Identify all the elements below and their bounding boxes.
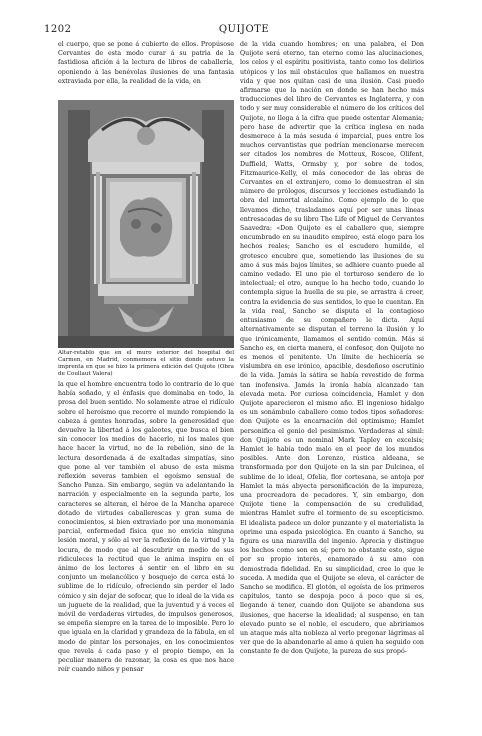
paragraph: el cuerpo, que se pone á cubierto de ellos. Propúsose Cervantes de esta modo curar á su patria de la fastidiosa afición á la lectura de libros de caballería, oponiendo á las benévolas ilusiones de una fantasía extraviada por ella, la realidad de la vida, en <box>58 41 234 85</box>
running-title: QUIJOTE <box>218 24 270 35</box>
page-header <box>44 24 444 38</box>
altar-retablo-photo <box>58 100 234 348</box>
left-column-top-text <box>58 40 234 100</box>
right-column-text <box>240 40 424 710</box>
page-number: 1202 <box>44 24 72 35</box>
paragraph: de la vida cuando hombres; en una palabra, el Don Quijote será eterno, tan eterno como las alucinaciones, los celos y el espíritu positivista, tanto como los delirios utópicos y los mil obstáculos que hallamos en nuestra vida y que nos quitan casi de una ilusión. Casi puedo afirmarse que la nación en donde se han hecho más traducciones del libro de Cervantes es Inglaterra, y con todo y ser muy considerable el número de los críticos del Quijote, no llega á la cifra que puede ostentar Alemania; pero hase de advertir que la crítica inglesa en nada desmerece á la más sesuda é imparcial, pues entre los muchos cervantistas que podrían mencionarse merecen ser citados los nombres de Motteux, Roscoe, Olifent, Duffield, Watts, Ormsby y, por sobre de todos, Fitzmaurice-Kelly, el más conocedor de las obras de Cervantes en el extranjero, como lo demuestran el sin número de prólogos, discursos y lecciones estudiando la obra del inmortal alcalaíno. Como ejemplo de lo que llevamos dicho, trasladamos aquí por ser unas líneas entresacadas de su libro The Life of Miguel de Cervantes Saavedra: «Don Quijote es el caballero que, siempre encumbrado en su inaudito empíreo, está elogo para los hechos reales; Sancho es el escudero humilde, el grotesco encubre que, sometiendo las ilusiones de su amo á sus más bajos límites, se adhiere cuanto puede al camino vedado. El uno pie el torturoso sendero de lo intelectual; el otro, aunque lo ha hecho todo, cuando lo contempla sigue la huella de su pie, se arrastra á creer, contra la evidencia de sus sentidos, lo que le cuentan. En la vida real, Sancho se disputa el la contagioso entusiasmo de su compañero le dicta. Aquí alternativamente se disputan el terreno la ilusión y lo que irónicamente, llamamos el sentido común. Más si Sancho es, en cierta manera, el confesor, don Quijote no es menos el penitente. Un límite de hechicería se vislumbra en ese irónico, apacible, desdeñoso escrutinio de la vida. Jamás la sátira se había revestido de forma tan inofensiva. Jamás la ironía había alcanzado tan elevada meta. Por curiosa coincidencia, Hamlet y don Quijote aparecieron el mismo año. El ingenioso hidalgo es un sonámbulo caballero como todos tipos soñadores: don Quijote es la encarnación del optimismo; Hamlet personifica el genio del pesimismo. Verdaderas al símil: don Quijote es un nominal Mark Tapley en excelsis; Hamlet le había todo malo en el peor de los mundos posibles. Ante don Lorenzo, rústica aldeana, se transformada por don Quijote en la sin par Dulcinea, el sublime de lo ideal, Ofelia, flor cortesana, se antoja por Hamlet la más abyecta personificación de la impureza, una procreadora de pecadores. Y, sin embargo, don Quijote tiene la compensación de su credulidad, mientras Hamlet sufre el tormento de su escepticismo. El idealista padece un dolor punzante y el materialista la oprime una espada psicológica. En cuanto á Sancho, su figura es una maravilla del ingenio. Aprecia y distingue los hechos como son en sí; pero no obstante esto, sigue por su propio interés, enamorado á su amo con demostrada fidelidad. En su simplicidad, cree lo que le suceda. A medida que el Quijote se eleva, el carácter de Sancho se modifica. El glotón, el egoísta de los primeros capítulos, tanto se despoja poco á poco que si es, llegando á tener, cuando don Quijote se abandona sus ilusiones, que hacerse la idealidad; al suspenso, en tan elevado punto se el noble, el escudero, que abriríamos un ataque más alta nobleza al verlo pregonar lágrimas al ver que de la abandonarle al amo á quien ha seguido con constante fe de don Quijote, la pureza de sus propó- <box>240 41 424 656</box>
figure-caption: Altar-retablo que en el muro exterior del hospital del Carmen, en Madrid, conmemora el sitio donde estuvo la imprenta en que se hizo la primera edición del Quijote (Obra de Coullaut Valera) <box>58 350 234 377</box>
paragraph: la que el hombre encuentra todo lo contrario de lo que había soñado, y el énfasis que dominaba en todo, la prosa del buen sentido. No solamente atrae el ridículo sobre el heroísmo que recorre el mundo rompiendo la cabeza á gentes honradas, sobre la generosidad que devuelve la libertad á los galeotes, que busca el bien sin conocer los medios de hacerlo, ni los males que hace hacer la virtud, no de la rebelión, sino de la lectura desordenada á de exaltadas simpatías, sino que pone al ver también el abuso de esta misma reflexión severas tambien el egoísmo sensual de Sancho Panza. Sin embargo, según va adelantando la narración y especialmente en la segunda parte, los caracteres se alteran, el héroe de la Mancha aparece dotado de virtudes caballerescas y gran suma de conocimientos, si bien extraviado por una monomanía parcial, enfermedad física que no envicia ninguna lesión moral, y sólo al ver la reflexión de la virtud y la locura, de modo que al descubrir en medio de sus ridiculeces la rectitud que le anima inspira en el ánimo de los lectores á sentir en el libro en su conjunto un melancólico y bosquejo de cerca está lo sublime de lo ridículo, ofreciendo sin perder el lado cómico y sin dejar de sofocar, que lo ideal de la vida es un juguete de la realidad, que la juventud y á veces el móvil de verdaderas virtudes, de impulsos generosos, se empeña siempre en la tarea de lo imposible. Pero lo que iguala en la claridad y grandeza de la fábula, en el modo de pintar los personajes, en los conocimientos que revela á cada paso y el propio tiempo, en la peculiar manera de razonar, la cosa es que nos hace reír cuando niños y pensar <box>58 381 234 674</box>
left-column-bottom-text <box>58 380 234 706</box>
